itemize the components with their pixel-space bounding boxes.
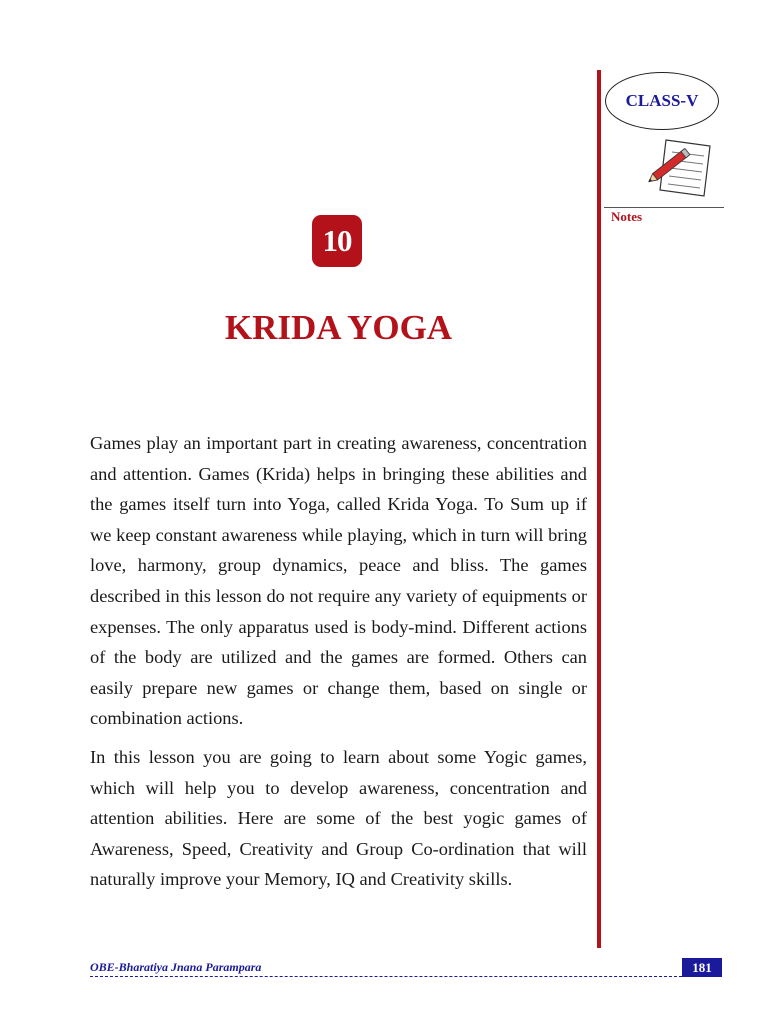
footer-publication: OBE-Bharatiya Jnana Parampara bbox=[90, 960, 262, 974]
notes-label: Notes bbox=[611, 209, 643, 224]
paragraph-lesson-overview: In this lesson you are going to learn about some Yogic games, which will help you to develop awareness, concentration and attention abilities. Here are some of the best yogic games of Awareness, Speed, Creativity and Group Co-ordination that will naturally improve your Memory, IQ and Creativity skills. bbox=[90, 746, 587, 890]
paragraph-intro: Games play an important part in creating awareness, concentration and attention. Games (Krida) helps in bringing these abilities and the games itself turn into Yoga, called Krida Yoga. To Sum up if we keep constant awareness while playing, which in turn will bring love, harmony, group dynamics, peace and bliss. The games described in this lesson do not require any variety of equipments or expenses. The only apparatus used is body-mind. Different actions of the body are utilized and the games are formed. Others can easily prepare new games or change them, based on single or combination actions. bbox=[90, 433, 587, 729]
margin-divider-rule bbox=[597, 70, 601, 948]
page-number: 181 bbox=[692, 959, 712, 975]
chapter-number-badge bbox=[312, 215, 362, 267]
page-number-badge bbox=[682, 958, 722, 977]
chapter-title: KRIDA YOGA bbox=[224, 308, 453, 347]
footer-dashed-rule bbox=[90, 976, 682, 977]
chapter-number: 10 bbox=[322, 223, 352, 258]
notes-rule bbox=[604, 207, 724, 208]
pencil-notepad-icon bbox=[648, 134, 722, 202]
class-label: CLASS-V bbox=[625, 91, 699, 110]
class-label-oval bbox=[605, 72, 719, 130]
body-text bbox=[90, 428, 587, 895]
